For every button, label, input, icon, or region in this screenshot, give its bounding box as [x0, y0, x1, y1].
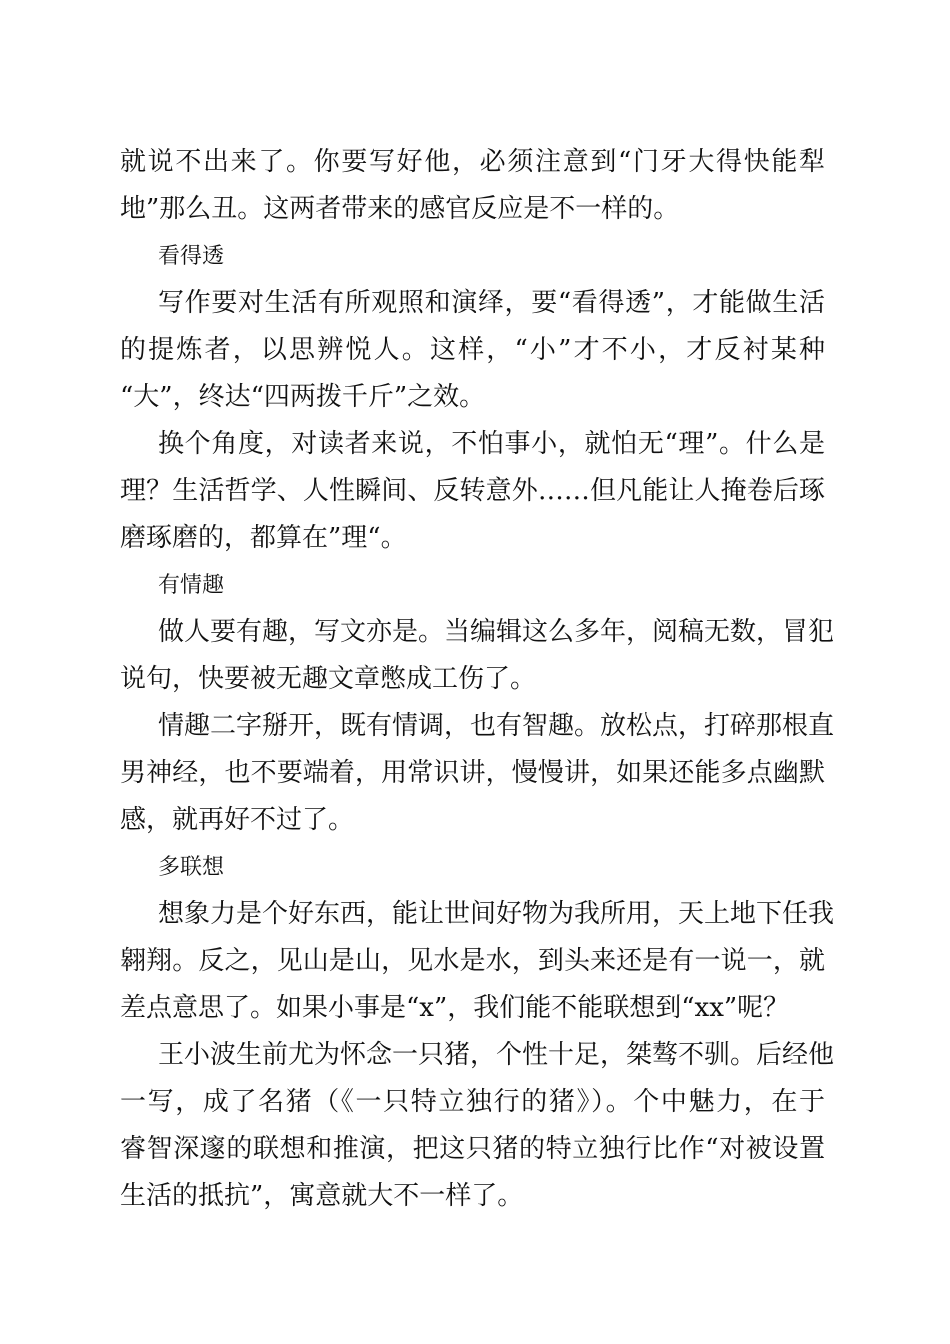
body-text-line: 情趣二字掰开，既有情调，也有智趣。放松点，打碎那根直 — [158, 711, 835, 741]
body-text-line: 就说不出来了。你要写好他，必须注意到“门牙大得快能犁 — [120, 147, 825, 177]
body-text-line: 的提炼者，以思辨悦人。这样，“小”才不小，才反衬某种 — [120, 335, 825, 365]
body-text-line: 感，就再好不过了。 — [120, 805, 355, 835]
body-text-line: 换个角度，对读者来说，不怕事小，就怕无“理”。什么是 — [158, 429, 825, 459]
body-text-line: 生活的抵抗”，寓意就大不一样了。 — [120, 1181, 524, 1211]
body-text-line: 王小波生前尤为怀念一只猪，个性十足，桀骜不驯。后经他 — [158, 1040, 835, 1070]
body-text-line: 做人要有趣，写文亦是。当编辑这么多年，阅稿无数，冒犯 — [158, 617, 835, 647]
document-page — [120, 139, 835, 1220]
body-text-line: 磨琢磨的，都算在”理“。 — [120, 523, 407, 553]
body-text-line: 睿智深邃的联想和推演，把这只猪的特立独行比作“对被设置 — [120, 1134, 825, 1164]
body-text-line: 说句，快要被无趣文章憋成工伤了。 — [120, 664, 537, 694]
body-text-line: “大”，终达“四两拨千斤”之效。 — [120, 382, 486, 412]
section-heading: 多联想 — [158, 855, 225, 880]
body-text-line: 一写，成了名猪（《一只特立独行的猪》）。个中魅力，在于 — [120, 1087, 825, 1117]
body-text-line: 翱翔。反之，见山是山，见水是水，到头来还是有一说一，就 — [120, 946, 825, 976]
body-text-line: 想象力是个好东西，能让世间好物为我所用，天上地下任我 — [158, 899, 835, 929]
body-text-line: 地”那么丑。这两者带来的感官反应是不一样的。 — [120, 194, 680, 224]
body-text-line: 写作要对生活有所观照和演绎，要“看得透”，才能做生活 — [158, 288, 825, 318]
section-heading: 看得透 — [158, 244, 225, 269]
section-heading: 有情趣 — [158, 573, 225, 598]
body-text-line: 男神经，也不要端着，用常识讲，慢慢讲，如果还能多点幽默 — [120, 758, 825, 788]
body-text-line: 理？生活哲学、人性瞬间、反转意外……但凡能让人掩卷后琢 — [120, 476, 825, 506]
body-text-line: 差点意思了。如果小事是“x”，我们能不能联想到“xx”呢？ — [120, 993, 790, 1023]
